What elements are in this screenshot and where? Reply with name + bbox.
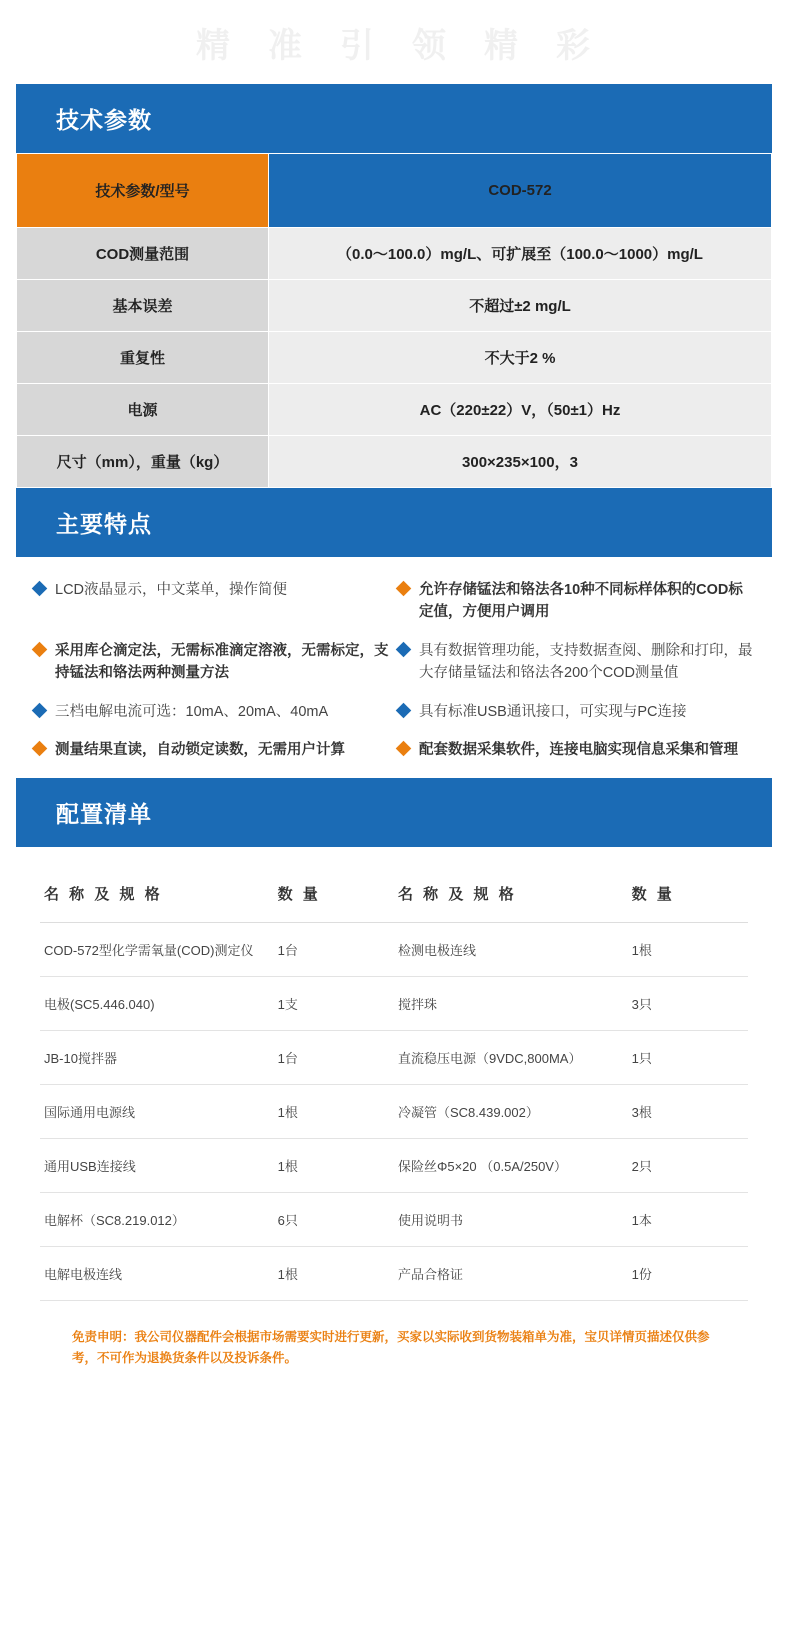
diamond-bullet-icon xyxy=(32,581,48,597)
spec-header-left: 技术参数/型号 xyxy=(17,154,269,228)
config-item-qty: 6只 xyxy=(274,1192,394,1246)
feature-item xyxy=(398,640,754,685)
feature-text: 具有标准USB通讯接口，可实现与PC连接 xyxy=(419,703,687,720)
feature-item xyxy=(398,579,754,624)
feature-text: 测量结果直读，自动锁定读数，无需用户计算 xyxy=(55,742,345,759)
spec-label: 电源 xyxy=(17,384,269,436)
spec-value: AC（220±22）V，（50±1）Hz xyxy=(269,384,772,436)
table-row xyxy=(17,436,772,488)
watermark-banner xyxy=(0,0,788,84)
spec-label: 基本误差 xyxy=(17,280,269,332)
config-item-name: 冷凝管（SC8.439.002） xyxy=(394,1084,628,1138)
feature-text: 配套数据采集软件，连接电脑实现信息采集和管理 xyxy=(419,742,738,759)
table-row xyxy=(40,1030,748,1084)
spec-value: 300×235×100，3 xyxy=(269,436,772,488)
config-item-qty: 1根 xyxy=(274,1246,394,1300)
table-row xyxy=(17,384,772,436)
diamond-bullet-icon xyxy=(32,741,48,757)
config-item-name: 检测电极连线 xyxy=(394,922,628,976)
diamond-bullet-icon xyxy=(396,741,412,757)
config-item-qty: 3根 xyxy=(628,1084,748,1138)
table-row xyxy=(17,280,772,332)
spec-label: 尺寸（mm），重量（kg） xyxy=(17,436,269,488)
config-item-qty: 1支 xyxy=(274,976,394,1030)
diamond-bullet-icon xyxy=(32,642,48,658)
feature-item xyxy=(398,701,754,723)
spec-value: 不大于2 % xyxy=(269,332,772,384)
feature-item xyxy=(398,739,754,761)
table-row xyxy=(17,332,772,384)
diamond-bullet-icon xyxy=(32,703,48,719)
config-item-name: 电解电极连线 xyxy=(40,1246,274,1300)
config-item-name: JB-10搅拌器 xyxy=(40,1030,274,1084)
config-item-name: 产品合格证 xyxy=(394,1246,628,1300)
column-header-name: 名 称 及 规 格 xyxy=(394,867,628,923)
config-item-qty: 1份 xyxy=(628,1246,748,1300)
features-grid xyxy=(0,557,788,778)
config-list-table xyxy=(40,867,748,1301)
watermark-char: 引 xyxy=(340,26,376,65)
spec-header-model: COD-572 xyxy=(269,154,772,228)
spec-label: COD测量范围 xyxy=(17,228,269,280)
spec-label: 重复性 xyxy=(17,332,269,384)
feature-item xyxy=(34,701,390,723)
config-item-name: COD-572型化学需氧量(COD)测定仪 xyxy=(40,922,274,976)
watermark-char: 领 xyxy=(412,26,448,65)
config-item-name: 直流稳压电源（9VDC,800MA） xyxy=(394,1030,628,1084)
config-item-name: 电解杯（SC8.219.012） xyxy=(40,1192,274,1246)
watermark-char: 精 xyxy=(196,26,232,65)
config-item-qty: 1只 xyxy=(628,1030,748,1084)
table-row xyxy=(17,228,772,280)
section-title-main-features: 主要特点 xyxy=(16,488,772,557)
feature-item xyxy=(34,579,390,624)
config-item-qty: 2只 xyxy=(628,1138,748,1192)
table-row xyxy=(40,1138,748,1192)
table-row xyxy=(40,1246,748,1300)
feature-text: 三档电解电流可选：10mA、20mA、40mA xyxy=(55,703,329,720)
spec-value: 不超过±2 mg/L xyxy=(269,280,772,332)
config-item-qty: 1台 xyxy=(274,1030,394,1084)
table-row xyxy=(40,922,748,976)
table-header-row xyxy=(40,867,748,923)
feature-text: 具有数据管理功能，支持数据查阅、删除和打印，最大存储量锰法和铬法各200个COD测量值 xyxy=(419,642,753,682)
config-item-name: 电极(SC5.446.040) xyxy=(40,976,274,1030)
disclaimer-text: 免责申明：我公司仪器配件会根据市场需要实时进行更新，买家以实际收到货物装箱单为准，宝贝详情页描述仅供参考，不可作为退换货条件以及投诉条件。 xyxy=(72,1329,710,1366)
config-item-qty: 1根 xyxy=(274,1084,394,1138)
table-row xyxy=(40,1084,748,1138)
table-row xyxy=(40,976,748,1030)
feature-item xyxy=(34,640,390,685)
table-row xyxy=(40,1192,748,1246)
watermark-char: 彩 xyxy=(556,26,592,65)
feature-text: 采用库仑滴定法，无需标准滴定溶液，无需标定，支持锰法和铬法两种测量方法 xyxy=(55,642,389,682)
section-title-config-list: 配置清单 xyxy=(16,778,772,847)
config-item-qty: 1根 xyxy=(274,1138,394,1192)
config-item-name: 使用说明书 xyxy=(394,1192,628,1246)
config-item-name: 保险丝Φ5×20 （0.5A/250V） xyxy=(394,1138,628,1192)
config-item-qty: 1根 xyxy=(628,922,748,976)
section-title-tech-params: 技术参数 xyxy=(16,84,772,153)
column-header-qty: 数 量 xyxy=(628,867,748,923)
diamond-bullet-icon xyxy=(396,703,412,719)
table-row xyxy=(17,154,772,228)
config-item-name: 通用USB连接线 xyxy=(40,1138,274,1192)
config-item-name: 搅拌珠 xyxy=(394,976,628,1030)
tech-params-table xyxy=(16,153,772,488)
diamond-bullet-icon xyxy=(396,581,412,597)
feature-text: 允许存储锰法和铬法各10种不同标样体积的COD标定值，方便用户调用 xyxy=(419,582,743,621)
config-item-qty: 1本 xyxy=(628,1192,748,1246)
config-list-wrapper xyxy=(0,847,788,1309)
config-item-qty: 1台 xyxy=(274,922,394,976)
column-header-qty: 数 量 xyxy=(274,867,394,923)
feature-item xyxy=(34,739,390,761)
spec-value: （0.0～100.0）mg/L、可扩展至（100.0～1000）mg/L xyxy=(269,228,772,280)
watermark-char: 准 xyxy=(268,26,304,65)
watermark-char: 精 xyxy=(484,26,520,65)
column-header-name: 名 称 及 规 格 xyxy=(40,867,274,923)
config-item-qty: 3只 xyxy=(628,976,748,1030)
config-item-name: 国际通用电源线 xyxy=(40,1084,274,1138)
diamond-bullet-icon xyxy=(396,642,412,658)
feature-text: LCD液晶显示，中文菜单，操作简便 xyxy=(55,582,288,598)
